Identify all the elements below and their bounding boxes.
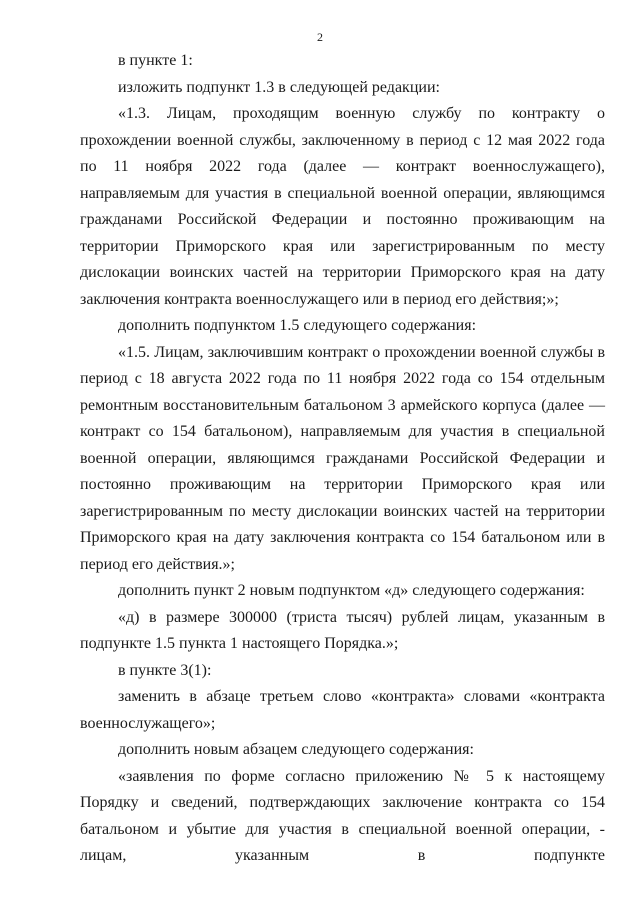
paragraph-item-1-intro: в пункте 1:: [118, 52, 193, 69]
paragraph-1-3-text: «1.3. Лицам, проходящим военную службу по контракту о прохождении военной службы, заключенному в период с 12 мая 2022 года по 11 ноября 2022 года (далее — контракт военнослужащего), направляемым для участия в специальной военной операции, являющимся гражданами Российской Федерации и постоянно проживающим на территории Приморского края или зарегистрированным по месту дислокации воинских частей на территории Приморского края на дату заключения контракта военнослужащего или в период его действия;»;: [80, 105, 605, 308]
page-number: 2: [317, 30, 323, 44]
paragraph-add-new-abzats-intro: дополнить новым абзацем следующего содержания:: [118, 741, 474, 758]
paragraph-application-text: «заявления по форме согласно приложению № 5 к настоящему Порядку и сведений, подтверждающих заключение контракта со 154 батальоном и убытие для участия в специальной военной операции, - лицам, указанным в подпункте: [80, 767, 605, 864]
paragraph-add-subitem-d-intro: дополнить пункт 2 новым подпунктом «д» следующего содержания:: [118, 582, 585, 599]
paragraph-item-3-1-intro: в пункте 3(1):: [118, 661, 212, 679]
document-body: [80, 48, 605, 870]
paragraph-replace-word: заменить в абзаце третьем слово «контракта» словами «контракта военнослужащего»;: [80, 688, 605, 732]
paragraph-1-5-text: «1.5. Лицам, заключившим контракт о прохождении военной службы в период с 18 августа 2022 года по 11 ноября 2022 года со 154 отдельным ремонтным восстановительным батальоном 3 армейского корпуса (далее — контракт со 154 батальоном), направляемым для участия в специальной военной операции, являющимся гражданами Российской Федерации и постоянно проживающим на территории Приморского края или зарегистрированным по месту дислокации воинских частей на территории Приморского края на дату заключения контракта со 154 батальоном или в период его действия.»;: [80, 343, 605, 573]
paragraph-subitem-d-text: «д) в размере 300000 (триста тысяч) рублей лицам, указанным в подпункте 1.5 пункта 1 настоящего Порядка.»;: [80, 608, 605, 652]
paragraph-add-1-5-intro: дополнить подпунктом 1.5 следующего содержания:: [118, 317, 477, 334]
paragraph-amend-1-3-intro: изложить подпункт 1.3 в следующей редакции:: [118, 78, 440, 96]
